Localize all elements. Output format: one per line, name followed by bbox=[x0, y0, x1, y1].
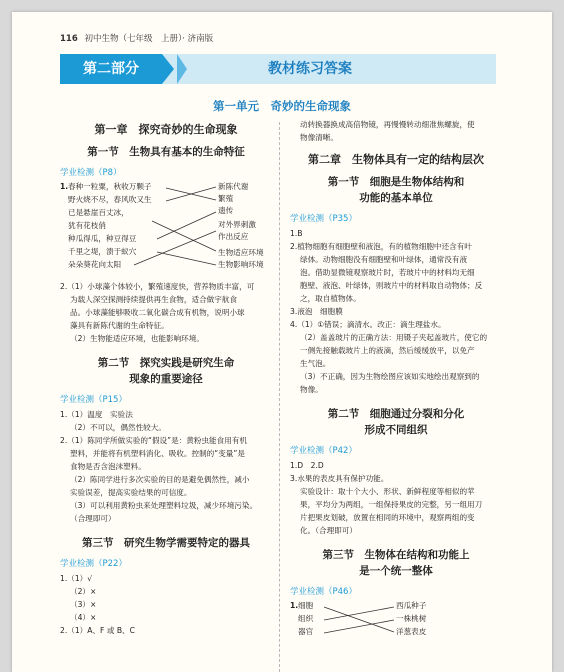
answer-line: 一侧先接触载玻片上的液滴，然后缓缓放平，以免产 bbox=[300, 346, 475, 355]
answer-line: 片把果皮划破，放置在相同的环境中，观察两组的变 bbox=[300, 513, 475, 522]
section-heading: 第一节 生物具有基本的生命特征 bbox=[87, 146, 245, 158]
chapter-heading: 第二章 生物体具有一定的结构层次 bbox=[308, 153, 484, 166]
match-left-item: 已是悬崖百丈冰， bbox=[68, 208, 129, 217]
match-right-item: 洋葱表皮 bbox=[396, 627, 427, 636]
match-right-item: 繁殖 bbox=[218, 194, 234, 203]
part-title: 教材练习答案 bbox=[268, 61, 352, 77]
match-lines bbox=[290, 600, 502, 640]
answer-line: （4）× bbox=[70, 613, 97, 622]
book-title: 初中生物（七年级 上册）· 济南版 bbox=[84, 34, 214, 44]
answer-line: （3）× bbox=[70, 600, 97, 609]
match-lines bbox=[60, 181, 272, 277]
answer-line: （3）可以利用黄粉虫来处理塑料垃圾，减少环境污染。 bbox=[70, 501, 258, 510]
answer-line: 实验误差，提高实验结果的可信度。 bbox=[70, 488, 192, 497]
answer-line: 3.液泡 细胞膜 bbox=[290, 307, 343, 316]
matching-exercise bbox=[60, 181, 272, 277]
answer-line: 品。小球藻能够吸收二氧化碳合成有机物，说明小球 bbox=[70, 308, 245, 317]
question-number: 1. bbox=[290, 601, 299, 610]
match-left-item: 组织 bbox=[298, 614, 314, 623]
exercise-tag: 学业检测（P42） bbox=[290, 446, 357, 456]
answer-line: 藻具有新陈代谢的生命特征。 bbox=[70, 321, 169, 330]
match-right-item: 作出反应 bbox=[218, 232, 249, 241]
match-left-item: 种瓜得瓜，种豆得豆 bbox=[68, 234, 137, 243]
chevron-icon bbox=[177, 54, 187, 84]
answer-line: 1.B bbox=[290, 229, 303, 238]
section-heading: 第三节 研究生物学需要特定的器具 bbox=[82, 537, 250, 549]
match-left-item: 细胞 bbox=[298, 601, 314, 610]
answer-line: （3）不正确，因为生物绘图应该如实地绘出观察到的 bbox=[300, 372, 480, 381]
page-number: 116 bbox=[60, 34, 78, 44]
answer-line: 物像。 bbox=[300, 385, 323, 394]
match-left-item: 犹有花枝俏 bbox=[68, 221, 106, 230]
answer-line: 果，平均分为两组，一组保持果皮的完整，另一组用刀 bbox=[300, 500, 483, 509]
exercise-tag: 学业检测（P46） bbox=[290, 587, 357, 597]
answer-line: 生气泡。 bbox=[300, 359, 331, 368]
exercise-tag: 学业检测（P15） bbox=[60, 395, 127, 405]
answer-line: 1.（1）√ bbox=[60, 574, 93, 583]
exercise-tag: 学业检测（P35） bbox=[290, 214, 357, 224]
answer-line: 之，取自植物体。 bbox=[300, 294, 361, 303]
answer-line: 泡。借助显微镜观察玻片时，若玻片中的材料均无细 bbox=[300, 268, 475, 277]
answer-line: 3.水果的表皮具有保护功能。 bbox=[290, 474, 389, 483]
match-right-item: 西瓜种子 bbox=[396, 601, 427, 610]
answer-line: 胞壁、液泡、叶绿体，则玻片中的材料取自动物体；反 bbox=[300, 281, 483, 290]
match-line bbox=[157, 252, 216, 265]
answer-line: （2）陈同学进行多次实验的目的是避免偶然性，减小 bbox=[70, 475, 250, 484]
running-head bbox=[60, 32, 213, 44]
answer-line: （2）不可以，偶然性较大。 bbox=[70, 423, 166, 432]
exercise-tag: 学业检测（P22） bbox=[60, 559, 127, 569]
answer-line: （2）× bbox=[70, 587, 97, 596]
match-right-item: 生物影响环境 bbox=[218, 260, 264, 269]
exercise-tag: 学业检测（P8） bbox=[60, 168, 122, 178]
answer-line: （合理即可） bbox=[70, 514, 116, 523]
answer-line: 2.（1）小球藻个体较小，繁殖速度快，营养物质丰富，可 bbox=[60, 282, 255, 291]
part-label: 第二部分 bbox=[60, 54, 162, 84]
match-right-item: 新陈代谢 bbox=[218, 182, 249, 191]
answer-line: 4.（1）①错误；滴清水。改正：滴生理盐水。 bbox=[290, 320, 446, 329]
answer-line: 化。（合理即可） bbox=[300, 526, 357, 535]
answer-line: 2.植物细胞有细胞壁和液泡，有的植物细胞中还含有叶 bbox=[290, 242, 472, 251]
matching-exercise bbox=[290, 600, 502, 640]
section-heading: 功能的基本单位 bbox=[359, 192, 433, 204]
question-number: 1. bbox=[60, 182, 69, 191]
match-line bbox=[152, 221, 216, 251]
match-line bbox=[324, 607, 394, 632]
answer-line: 物像清晰。 bbox=[300, 133, 338, 142]
textbook-page bbox=[12, 12, 552, 672]
answer-line: （2）盖盖玻片的正确方法：用镊子夹起盖玻片，使它的 bbox=[300, 333, 488, 342]
answer-line: 食物是否含泡沫塑料。 bbox=[70, 462, 146, 471]
unit-title: 第一单元 奇妙的生命现象 bbox=[213, 99, 351, 113]
match-left-item: 春种一粒粟，秋收万颗子 bbox=[68, 182, 152, 191]
section-heading: 是一个统一整体 bbox=[359, 565, 433, 577]
answer-line: 2.（1）陈同学所做实验的“假设”是：黄粉虫能食用有机 bbox=[60, 436, 248, 445]
match-left-item: 千里之堤，溃于蚁穴 bbox=[68, 247, 137, 256]
match-right-item: 对外界刺激 bbox=[218, 220, 256, 229]
answer-line: 动转换器换成高倍物镜，再慢慢转动细准焦螺旋，使 bbox=[300, 120, 475, 129]
answer-line: （2）生物能适应环境，也能影响环境。 bbox=[70, 334, 204, 343]
section-heading: 形成不同组织 bbox=[364, 424, 428, 436]
left-column bbox=[60, 118, 272, 637]
section-heading: 第二节 细胞通过分裂和分化 bbox=[327, 408, 465, 420]
column-divider bbox=[279, 122, 280, 672]
part-banner bbox=[60, 54, 496, 84]
answer-line: 1.（1）温度 实验法 bbox=[60, 410, 133, 419]
chapter-heading: 第一章 探究奇妙的生命现象 bbox=[94, 123, 238, 136]
match-line bbox=[166, 187, 216, 201]
answer-line: 实验设计：取十个大小、形状、新鲜程度等相似的苹 bbox=[300, 487, 475, 496]
match-line bbox=[134, 231, 216, 265]
right-column bbox=[290, 118, 502, 643]
match-right-item: 遗传 bbox=[218, 206, 234, 215]
match-right-item: 一株桃树 bbox=[396, 614, 427, 623]
answer-line: 1.D 2.D bbox=[290, 461, 324, 470]
match-left-item: 朵朵葵花向太阳 bbox=[68, 260, 122, 269]
section-heading: 第一节 细胞是生物体结构和 bbox=[327, 176, 465, 188]
section-heading: 现象的重要途径 bbox=[129, 373, 203, 385]
chevron-icon bbox=[162, 54, 174, 84]
match-line bbox=[324, 607, 394, 620]
section-heading: 第二节 探究实践是研究生命 bbox=[97, 357, 235, 369]
answer-line: 为载人深空探测持续提供再生食物，适合做宇航食 bbox=[70, 295, 238, 304]
section-heading: 第三节 生物体在结构和功能上 bbox=[322, 549, 470, 561]
match-right-item: 生物适应环境 bbox=[218, 248, 264, 257]
answer-line: 塑料，并能将有机塑料消化、吸收。控制的“变量”是 bbox=[70, 449, 245, 458]
match-left-item: 野火烧不尽，春风吹又生 bbox=[68, 195, 152, 204]
match-line bbox=[324, 620, 394, 633]
answer-line: 2.（1）A、F 或 B、C bbox=[60, 626, 135, 635]
match-left-item: 器官 bbox=[298, 627, 314, 636]
answer-line: 绿体。动物细胞没有细胞壁和叶绿体，通常没有液 bbox=[300, 255, 468, 264]
